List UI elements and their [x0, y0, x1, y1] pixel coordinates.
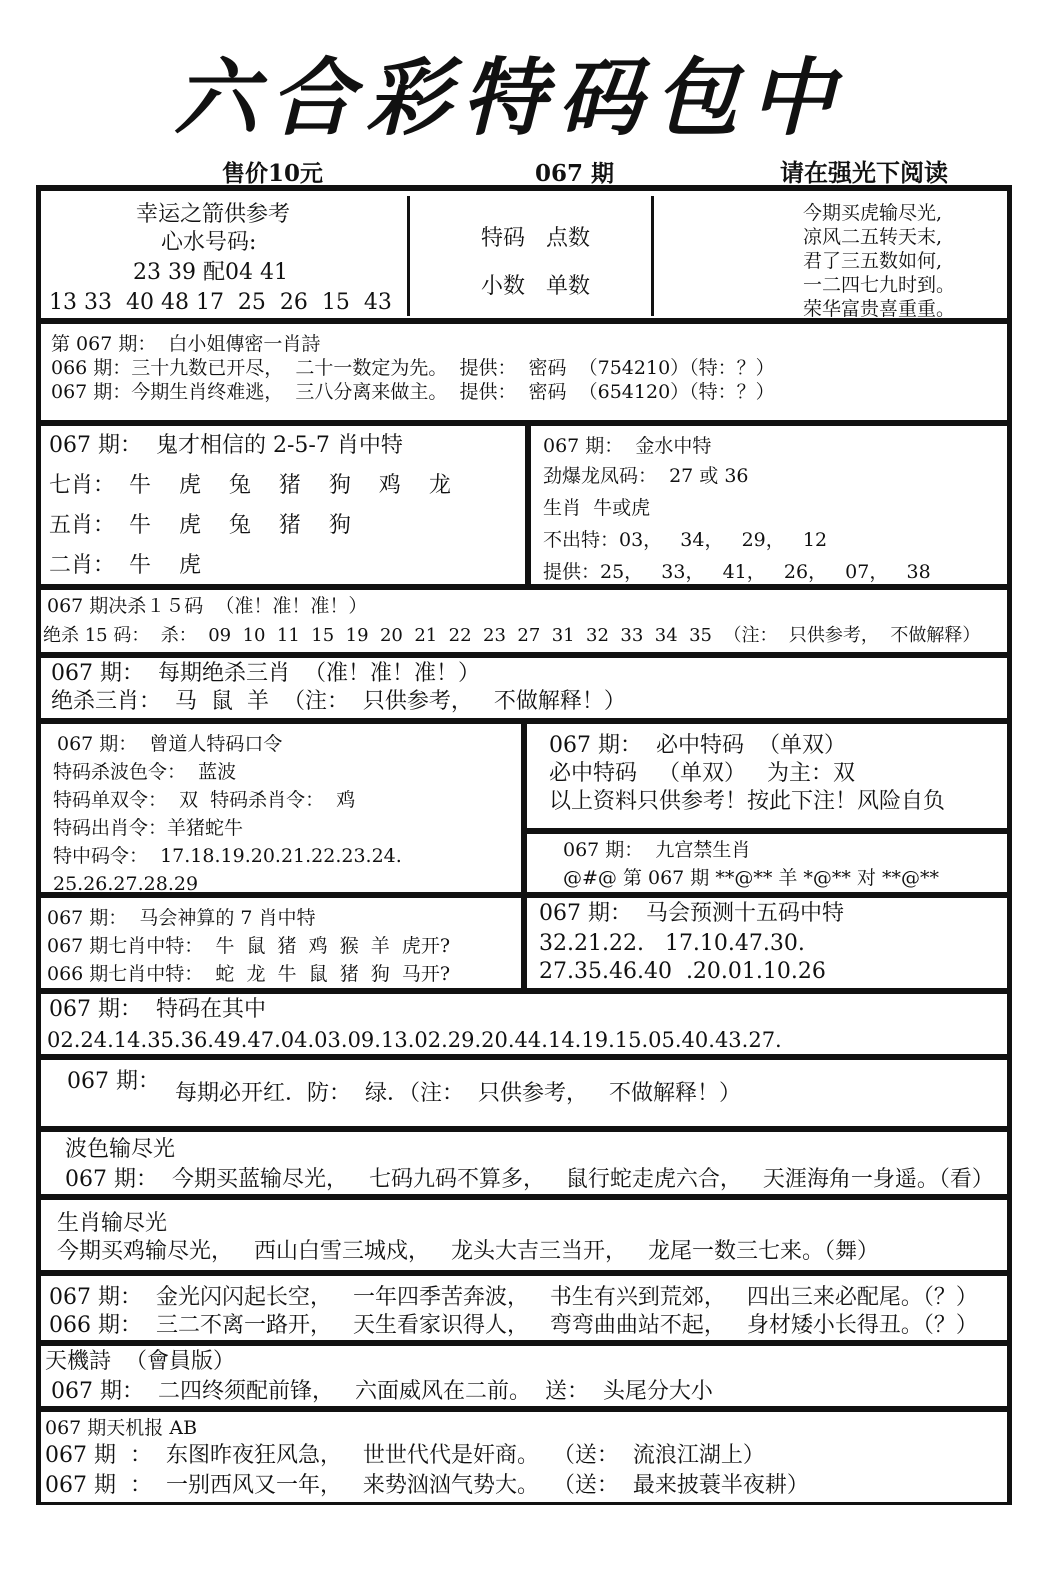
section-line: 25.26.27.28.29	[53, 873, 199, 895]
heaven-poem-section	[38, 1343, 1010, 1409]
section-line: 天機詩 （會員版）	[45, 1349, 235, 1374]
section-line: 067 期： 金水中特	[543, 435, 712, 457]
section-line: 067 期决杀１５码 （准！准！准！）	[47, 595, 368, 617]
section-line: 067 期： 曾道人特码口令	[57, 733, 283, 755]
section-line: 特码单双令： 双 特码杀肖令： 鸡	[53, 789, 356, 811]
top-middle-line: 小数 单数	[481, 274, 590, 299]
divider	[407, 196, 410, 316]
price-label: 售价10元	[222, 160, 324, 187]
section-line: 今期买鸡输尽光， 西山白雪三城戍， 龙头大吉三当开， 龙尾一数三七来。（舞）	[57, 1239, 879, 1264]
section-line: 067 期：今期生肖终难逃， 三八分离来做主。 提供： 密码 （654120）（特：？）	[51, 381, 775, 403]
section-line: 067 期： 二四终须配前锋， 六面威风在二前。 送： 头尾分大小	[51, 1379, 713, 1404]
section-line: 不出特：03， 34， 29， 12	[543, 529, 828, 551]
special-code-section	[38, 991, 1010, 1057]
divider	[651, 196, 654, 316]
gold-water-section	[528, 423, 1010, 587]
section-line: 绝杀 15 码： 杀： 09 10 11 15 19 20 21 22 23 27 31 32 33 34 35 （注： 只供参考， 不做解释）	[43, 625, 981, 646]
section-line: 生肖 牛或虎	[543, 497, 651, 519]
top-right-line: 荣华富贵喜重重。	[803, 298, 956, 320]
section-line: 第 067 期： 白小姐傳密一肖詩	[51, 333, 321, 355]
top-middle-line: 特码 点数	[481, 226, 590, 251]
section-line: 五肖： 牛 虎 兔 猪 狗	[49, 513, 351, 538]
kill-15-section	[38, 587, 1010, 655]
section-line: 066 期：三十九数已开尽， 二十一数定为先。 提供： 密码 （754210）（特：？）	[51, 357, 775, 379]
section-line: 27.35.46.40 .20.01.10.26	[539, 959, 826, 984]
section-line: 波色输尽光	[65, 1137, 176, 1162]
section-line: 067 期： 特码在其中	[49, 997, 266, 1022]
poem-section	[38, 321, 1010, 423]
section-line: 067 期： 九宫禁生肖	[563, 839, 751, 861]
golden-light-section	[38, 1273, 1010, 1343]
top-section	[38, 188, 1010, 321]
section-line: 067 期七肖中特： 牛 鼠 猪 鸡 猴 羊 虎开?	[47, 935, 451, 957]
section-line: 066 期： 三二不离一路开， 天生看家识得人， 弯弯曲曲站不起， 身材矮小长得丑。（？）	[49, 1313, 978, 1338]
section-line: 二肖： 牛 虎	[49, 553, 201, 578]
nine-palace-section	[524, 831, 1010, 895]
section-line: 生肖输尽光	[57, 1211, 168, 1236]
top-left-line: 心水号码:	[161, 230, 257, 255]
top-left-line: 幸运之箭供参考	[136, 202, 291, 227]
section-line: 特码杀波色令： 蓝波	[53, 761, 237, 783]
section-line: 067 期： 马会神算的 7 肖中特	[47, 907, 316, 929]
section-line: 32.21.22. 17.10.47.30.	[539, 931, 805, 956]
section-line: 必中特码 （单双） 为主：双	[549, 761, 855, 786]
section-line: 02.24.14.35.36.49.47.04.03.09.13.02.29.20.44.14.19.15.05.40.43.27.	[47, 1028, 782, 1052]
password-section	[38, 721, 524, 895]
section-line: 067 期 ： 一别西风又一年， 来势汹汹气势大。 （送： 最来披蓑半夜耕）	[45, 1473, 809, 1498]
wave-color-section	[38, 1129, 1010, 1197]
top-right-line: 君了三五数如何,	[803, 250, 943, 272]
zodiac-lose-section	[38, 1197, 1010, 1273]
color-section	[38, 1057, 1010, 1129]
notice-label: 请在强光下阅读	[780, 158, 948, 187]
section-line: 特中码令： 17.18.19.20.21.22.23.24.	[53, 845, 402, 867]
odd-even-section	[524, 721, 1010, 831]
section-line: 每期必开红．防： 绿．（注： 只供参考， 不做解释！）	[175, 1081, 741, 1106]
section-line: 067 期天机报 AB	[45, 1417, 198, 1439]
section-line: 067 期： 金光闪闪起长空， 一年四季苦奔波， 书生有兴到荒郊， 四出三来必配尾。（？）	[49, 1285, 978, 1310]
section-line: 067 期： 今期买蓝输尽光， 七码九码不算多， 鼠行蛇走虎六合， 天涯海角一身遥。（看）	[65, 1167, 994, 1192]
section-line: 066 期七肖中特： 蛇 龙 牛 鼠 猪 狗 马开?	[47, 963, 451, 985]
top-right-line: 凉风二五转天末,	[803, 226, 943, 248]
section-line: 067 期： 马会预测十五码中特	[539, 901, 844, 926]
section-line: 067 期： 每期绝杀三肖 （准！准！准！）	[51, 661, 480, 686]
section-line: 以上资料只供参考！按此下注！风险自负	[549, 789, 946, 814]
top-left-line: 23 39 配04 41	[133, 260, 288, 285]
section-line: 劲爆龙凤码： 27 或 36	[543, 465, 749, 487]
section-line: 提供：25， 33， 41， 26， 07， 38	[543, 561, 931, 583]
section-line: 绝杀三肖： 马 鼠 羊 （注： 只供参考， 不做解释！）	[51, 689, 626, 714]
section-line: 067 期：	[67, 1069, 160, 1094]
seven-zodiac-section	[38, 895, 524, 991]
fifteen-code-section	[524, 895, 1010, 991]
top-right-line: 今期买虎输尽光,	[803, 202, 943, 224]
issue-label: 067 期	[535, 160, 615, 187]
section-line: 067 期 ： 东图昨夜狂风急， 世世代代是奸商。 （送： 流浪江湖上）	[45, 1443, 765, 1468]
section-line: 067 期： 必中特码 （单双）	[549, 733, 846, 758]
section-line: @#@ 第 067 期 **@** 羊 *@** 对 **@**	[563, 867, 940, 889]
top-right-line: 一二四七九时到。	[803, 274, 956, 296]
page-title: 六合彩特码包中	[173, 48, 846, 147]
zodiac-section	[38, 423, 528, 587]
section-line: 特码出肖令：羊猪蛇牛	[53, 817, 244, 839]
section-line: 067 期： 鬼才相信的 2-5-7 肖中特	[49, 433, 403, 458]
top-left-line: 13 33 40 48 17 25 26 15 43	[49, 290, 392, 315]
kill-3-section	[38, 655, 1010, 721]
section-line: 七肖： 牛 虎 兔 猪 狗 鸡 龙	[49, 473, 451, 498]
heaven-report-section	[38, 1409, 1010, 1505]
